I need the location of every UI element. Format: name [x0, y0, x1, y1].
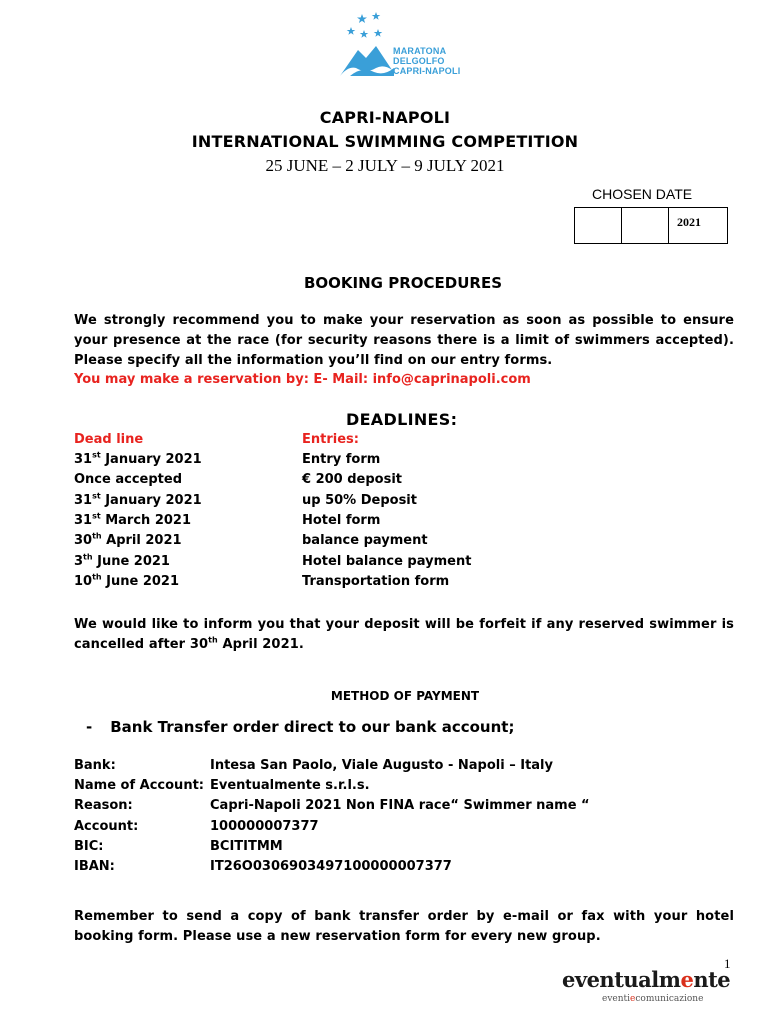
bank-transfer-text: Bank Transfer order direct to our bank account; — [110, 718, 515, 736]
deadline-entry: Hotel balance payment — [302, 553, 472, 569]
deadline-row — [74, 472, 494, 492]
chosen-date-cell-2[interactable] — [622, 208, 669, 243]
deadline-day-suffix: st — [92, 491, 101, 501]
bank-detail-key: IBAN: — [74, 859, 115, 874]
deadlines-heading: DEADLINES: — [346, 410, 458, 429]
deadline-entry: Hotel form — [302, 512, 381, 528]
bank-detail-value: Intesa San Paolo, Viale Augusto - Napoli – Italy — [210, 758, 553, 773]
deadline-day-suffix: th — [92, 531, 102, 541]
chosen-date-box — [574, 207, 728, 244]
deadline-date — [74, 452, 202, 467]
deadline-entry: balance payment — [302, 533, 428, 549]
forfeit-sup: th — [208, 635, 218, 645]
deadline-date — [74, 533, 182, 548]
deadline-day: 31 — [74, 492, 93, 508]
logo-line-3: CAPRI-NAPOLI — [393, 66, 461, 76]
booking-heading: BOOKING PROCEDURES — [303, 274, 502, 292]
deadline-entry: € 200 deposit — [302, 472, 403, 488]
tagline-part-b: e — [630, 994, 636, 1004]
reminder-paragraph: Remember to send a copy of bank transfer order by e-mail or fax with your hotel booking form. Please use a new reservation form for every new group. — [74, 909, 734, 944]
logo-line-2: DELGOLFO — [393, 56, 445, 66]
chosen-date-label: CHOSEN DATE — [592, 186, 693, 202]
title-line-2: INTERNATIONAL SWIMMING COMPETITION — [191, 132, 579, 151]
deadline-date — [74, 513, 191, 528]
page-number: 1 — [724, 956, 731, 971]
deadline-month-year: June 2021 — [92, 553, 170, 569]
deadline-row — [74, 513, 494, 533]
brand-part-b: e — [680, 967, 694, 992]
bank-detail-value: Eventualmente s.r.l.s. — [210, 778, 370, 794]
deadline-entry: Transportation form — [302, 573, 450, 589]
deadline-date — [74, 493, 202, 508]
bank-detail-value: 100000007377 — [210, 818, 319, 834]
deadline-entry: Entry form — [302, 452, 381, 467]
deadline-day: 31 — [74, 512, 93, 528]
deadline-day: 3 — [74, 553, 84, 569]
bank-detail-value: BCITITMM — [210, 838, 283, 854]
deadline-day-suffix: st — [92, 450, 101, 460]
logo-wordmark — [393, 46, 460, 76]
bank-transfer-line — [86, 718, 514, 736]
chosen-date-cell-1[interactable] — [575, 208, 622, 243]
bank-detail-key: Name of Account: — [74, 778, 204, 794]
deadline-row — [74, 574, 494, 594]
deadline-date — [74, 554, 170, 569]
bank-detail-key: Reason: — [74, 798, 133, 814]
brand-part-c: nte — [693, 967, 731, 992]
deadline-month-year: January 2021 — [100, 492, 202, 508]
deadline-day-suffix: th — [92, 572, 102, 582]
deadline-month-year: January 2021 — [100, 452, 202, 467]
deadline-date — [74, 472, 182, 487]
deadline-column-header: Dead line — [74, 432, 144, 447]
method-of-payment-heading: METHOD OF PAYMENT — [330, 689, 480, 703]
deadline-day: 30 — [74, 533, 93, 549]
deadlines-header-row — [74, 432, 494, 452]
title-line-1: CAPRI-NAPOLI — [319, 108, 451, 127]
entries-column-header: Entries: — [302, 432, 359, 447]
deadline-row — [74, 554, 494, 574]
deadline-row — [74, 493, 494, 513]
reservation-line: You may make a reservation by: E- Mail: info@caprinapoli.com — [74, 372, 531, 387]
event-dates: 25 JUNE – 2 JULY – 9 JULY 2021 — [265, 156, 505, 175]
deadline-day-suffix: th — [83, 552, 93, 562]
list-dash: - — [86, 718, 93, 736]
deadline-day: 10 — [74, 573, 93, 589]
deadline-month-year: June 2021 — [101, 573, 180, 589]
tagline-part-a: eventi — [602, 994, 631, 1004]
deadline-day: 31 — [74, 452, 93, 467]
deadline-month-year: April 2021 — [101, 533, 182, 549]
deadline-row — [74, 533, 494, 553]
bank-detail-key: Bank: — [74, 758, 116, 773]
forfeit-text-a: We would like to inform you that your deposit will be forfeit if any reserved swimmer is cancelled after 30 — [74, 617, 734, 652]
deadline-day-suffix: st — [92, 511, 101, 521]
eventualmente-tagline — [602, 994, 703, 1004]
brand-part-a: eventualm — [562, 967, 681, 992]
deadline-entry: up 50% Deposit — [302, 492, 417, 508]
eventualmente-logo — [562, 967, 730, 992]
deadline-day: Once accepted — [74, 472, 182, 488]
deadline-date — [74, 574, 179, 589]
booking-paragraph: We strongly recommend you to make your reservation as soon as possible to ensure your presence at the race (for security reasons there is a limit of swimmers accepted). Please specify all the information you’ll find on our entry forms. — [74, 313, 734, 368]
bank-detail-key: BIC: — [74, 838, 104, 854]
forfeit-text-b: April 2021. — [217, 637, 304, 652]
deadline-month-year: March 2021 — [100, 512, 192, 528]
forfeit-paragraph — [74, 615, 734, 655]
logo-line-1: MARATONA — [393, 46, 447, 56]
bank-detail-value: IT26O0306903497100000007377 — [210, 859, 452, 874]
bank-detail-value: Capri-Napoli 2021 Non FINA race“ Swimmer name “ — [210, 798, 590, 814]
chosen-date-cell-year: 2021 — [677, 215, 701, 229]
tagline-part-c: comunicazione — [635, 994, 704, 1004]
bank-detail-key: Account: — [74, 818, 139, 834]
deadline-row — [74, 452, 494, 472]
